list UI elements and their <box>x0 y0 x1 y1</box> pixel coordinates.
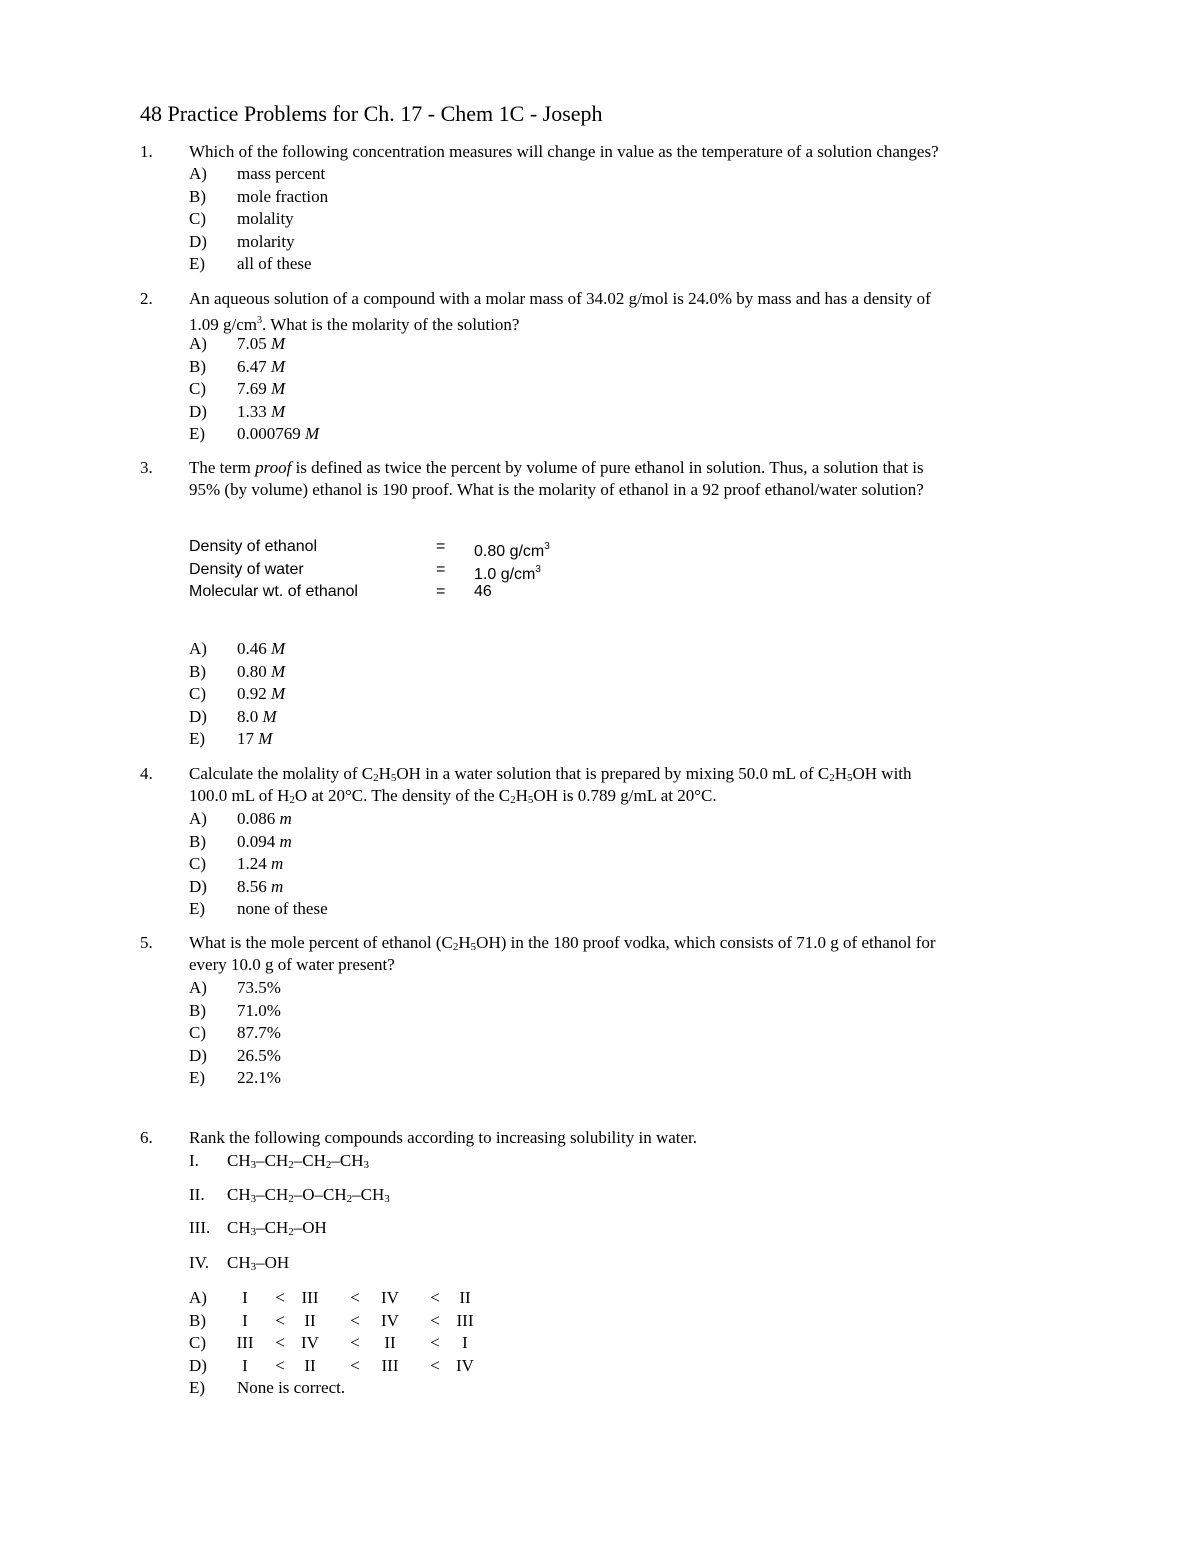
page-title: 48 Practice Problems for Ch. 17 - Chem 1C - Joseph <box>140 101 603 126</box>
question-3-option-letter: E) <box>189 729 206 748</box>
question-2-option-text <box>237 378 285 400</box>
data-table-label: Density of water <box>189 560 304 578</box>
ranking-option-letter: A) <box>189 1288 207 1307</box>
q4-line-1-subscript: 2 <box>829 772 835 784</box>
option-value: 0.80 <box>237 661 271 681</box>
formula-text: CH <box>227 1218 251 1237</box>
compound-numeral: I. <box>189 1151 199 1170</box>
formula-subscript: 3 <box>250 1193 257 1205</box>
q4-line-2-text: H <box>515 786 528 805</box>
data-table-value-text: 1.0 g/cm <box>474 565 536 583</box>
question-1-option-text: all of these <box>237 254 312 273</box>
ranking-option-letter: D) <box>189 1355 207 1375</box>
formula-text: CH <box>227 1185 251 1204</box>
question-1-option-letter: C) <box>189 209 206 228</box>
ranking-compound: I <box>242 1355 248 1375</box>
q5-line-1-text: What is the mole percent of ethanol (C <box>189 933 453 952</box>
ranking-compound: II <box>304 1310 316 1330</box>
q5-line-1-subscript: 2 <box>452 941 459 953</box>
ranking-less-than: < <box>275 1288 285 1307</box>
option-value: 1.33 <box>237 401 271 421</box>
option-value: 17 <box>237 729 259 748</box>
ranking-compound: II <box>459 1288 471 1307</box>
ranking-compound: IV <box>301 1333 319 1352</box>
question-5-option-letter: A) <box>189 978 207 997</box>
option-unit: M <box>271 401 286 421</box>
compound-formula <box>227 1252 289 1274</box>
question-2-option-text <box>237 423 319 445</box>
question-1-option-letter: E) <box>189 254 206 273</box>
ranking-compound: I <box>242 1288 248 1307</box>
question-4-option-letter: A) <box>189 809 207 828</box>
data-table-equals: = <box>436 560 446 578</box>
q4-line-1-subscript: 5 <box>846 772 853 784</box>
ranking-less-than: < <box>275 1310 285 1330</box>
question-2-option-letter: B) <box>189 356 206 376</box>
question-4-option-e-text: none of these <box>237 899 328 918</box>
question-5-option-text: 73.5% <box>237 978 281 997</box>
question-1-option-text: mass percent <box>237 164 326 183</box>
q3-term-proof: proof <box>255 458 292 477</box>
question-4-option-letter: D) <box>189 876 207 896</box>
ranking-compound: II <box>384 1333 396 1352</box>
formula-text: –CH <box>331 1151 364 1170</box>
question-1-option-letter: B) <box>189 186 206 206</box>
question-4-option-e-letter: E) <box>189 899 206 918</box>
ranking-less-than: < <box>430 1288 440 1307</box>
question-6-number: 6. <box>140 1128 153 1147</box>
q2-density-exponent: 3 <box>257 315 262 326</box>
formula-text: –CH <box>293 1151 326 1170</box>
q2-question-text: . What is the molarity of the solution? <box>262 315 520 334</box>
q4-line-2-subscript: 2 <box>289 794 295 806</box>
question-2-line-1: An aqueous solution of a compound with a molar mass of 34.02 g/mol is 24.0% by mass and has a density of <box>189 289 931 308</box>
option-value: 7.05 <box>237 334 271 353</box>
option-unit: M <box>271 639 286 658</box>
q4-line-1-text: Calculate the molality of C <box>189 764 374 783</box>
formula-text: CH <box>227 1253 251 1272</box>
formula-text: –O–CH <box>293 1185 347 1204</box>
question-1-text: Which of the following concentration measures will change in value as the temperature of a solution changes? <box>189 142 939 161</box>
formula-subscript: 2 <box>288 1193 294 1205</box>
ranking-compound: IV <box>381 1288 399 1307</box>
question-1-option-letter: A) <box>189 164 207 183</box>
q4-line-1-text: OH with <box>852 764 912 783</box>
question-3-option-letter: D) <box>189 706 207 726</box>
question-1-option-text: molarity <box>237 231 295 251</box>
question-3-option-text <box>237 683 285 705</box>
option-value: 0.92 <box>237 684 271 703</box>
formula-subscript: 3 <box>250 1226 257 1238</box>
formula-subscript: 2 <box>288 1159 294 1171</box>
compound-formula <box>227 1184 390 1206</box>
question-1-option-letter: D) <box>189 231 207 251</box>
compound-numeral: IV. <box>189 1253 209 1272</box>
formula-text: CH <box>227 1151 251 1170</box>
ranking-compound: I <box>462 1333 468 1352</box>
option-value: 1.24 <box>237 854 271 873</box>
option-unit: m <box>271 854 284 873</box>
ranking-compound: III <box>381 1355 399 1375</box>
q4-line-1-subscript: 2 <box>373 772 379 784</box>
data-table-equals: = <box>436 583 446 600</box>
option-unit: M <box>305 424 320 443</box>
q5-line-1-subscript: 5 <box>470 941 477 953</box>
option-value: 0.094 <box>237 831 280 851</box>
question-3-option-text <box>237 728 272 750</box>
question-3-option-letter: A) <box>189 639 207 658</box>
question-5-option-letter: C) <box>189 1023 206 1042</box>
ranking-less-than: < <box>430 1355 440 1375</box>
option-value: 8.0 <box>237 706 263 726</box>
question-2-option-text <box>237 401 285 423</box>
question-5-option-text: 26.5% <box>237 1045 281 1065</box>
ranking-compound: II <box>304 1355 316 1375</box>
formula-subscript: 2 <box>346 1193 353 1205</box>
question-5-option-letter: B) <box>189 1000 206 1020</box>
ranking-less-than: < <box>275 1333 285 1352</box>
q3-text-b: is defined as twice the percent by volume of pure ethanol in solution. Thus, a solution that is <box>291 458 924 477</box>
ranking-less-than: < <box>275 1355 285 1375</box>
formula-subscript: 3 <box>363 1159 369 1171</box>
option-value: 6.47 <box>237 356 271 376</box>
question-3-line-2: 95% (by volume) ethanol is 190 proof. What is the molarity of ethanol in a 92 proof ethanol/water solution? <box>189 480 924 499</box>
option-value: 0.46 <box>237 639 271 658</box>
option-unit: M <box>271 356 286 376</box>
compound-formula <box>227 1150 369 1172</box>
question-4-option-text <box>237 853 283 875</box>
formula-text: –CH <box>256 1218 289 1237</box>
question-5-option-text: 71.0% <box>237 1000 281 1020</box>
ranking-less-than: < <box>350 1355 360 1375</box>
question-3-option-text <box>237 638 285 660</box>
data-table-equals: = <box>436 538 446 555</box>
q4-line-2-text: 100.0 mL of H <box>189 786 290 805</box>
data-table-value-text: 46 <box>474 583 492 600</box>
option-unit: M <box>262 706 277 726</box>
question-5-line-2: every 10.0 g of water present? <box>189 955 395 974</box>
ranking-compound: I <box>242 1310 248 1330</box>
option-unit: m <box>279 831 292 851</box>
ranking-option-letter: C) <box>189 1333 206 1352</box>
question-4-option-letter: B) <box>189 831 206 851</box>
q4-line-1-text: OH in a water solution that is prepared by mixing 50.0 mL of C <box>396 764 830 783</box>
question-5-option-text: 22.1% <box>237 1068 281 1087</box>
q3-text-a: The term <box>189 458 256 477</box>
data-table-label: Molecular wt. of ethanol <box>189 583 358 600</box>
question-2-option-letter: D) <box>189 401 207 421</box>
formula-text: –CH <box>256 1151 289 1170</box>
q4-line-1-subscript: 5 <box>390 772 397 784</box>
compound-formula <box>227 1217 327 1239</box>
option-unit: M <box>271 379 286 398</box>
ranking-less-than: < <box>350 1288 360 1307</box>
data-table-label: Density of ethanol <box>189 538 318 555</box>
formula-subscript: 3 <box>250 1261 257 1273</box>
question-5-line-1 <box>189 932 936 954</box>
ranking-compound: IV <box>381 1310 399 1330</box>
data-table-value-exponent: 3 <box>544 541 550 552</box>
q4-line-1-text: H <box>834 764 847 783</box>
question-4-option-text <box>237 808 292 830</box>
option-unit: M <box>271 334 286 353</box>
option-unit: M <box>271 684 286 703</box>
question-2-option-letter: A) <box>189 334 207 353</box>
q4-line-2-subscript: 2 <box>510 794 516 806</box>
question-4-number: 4. <box>140 764 153 783</box>
option-unit: M <box>258 729 273 748</box>
question-5-option-letter: E) <box>189 1068 206 1087</box>
question-1-option-text: mole fraction <box>237 186 329 206</box>
question-4-line-2 <box>189 785 717 807</box>
q5-line-1-text: H <box>458 933 471 952</box>
question-4-line-1 <box>189 763 912 785</box>
q2-density-text: 1.09 g/cm <box>189 315 257 334</box>
compound-numeral: II. <box>189 1185 205 1204</box>
option-value: 0.000769 <box>237 424 305 443</box>
compound-numeral: III. <box>189 1218 211 1237</box>
ranking-compound: III <box>456 1310 474 1330</box>
ranking-less-than: < <box>430 1310 440 1330</box>
question-4-option-letter: C) <box>189 854 206 873</box>
option-unit: m <box>271 876 284 896</box>
option-unit: m <box>279 809 292 828</box>
question-2-number: 2. <box>140 289 153 308</box>
q4-line-2-subscript: 5 <box>527 794 534 806</box>
formula-subscript: 3 <box>384 1193 390 1205</box>
question-2-option-text <box>237 356 285 378</box>
formula-subscript: 3 <box>250 1159 257 1171</box>
formula-text: –OH <box>256 1253 290 1272</box>
ranking-less-than: < <box>350 1333 360 1352</box>
question-5-number: 5. <box>140 933 153 952</box>
option-value: 8.56 <box>237 876 271 896</box>
q4-line-2-text: O at 20°C. The density of the C <box>294 786 511 805</box>
formula-text: –CH <box>352 1185 385 1204</box>
ranking-option-letter: B) <box>189 1310 206 1330</box>
question-6-option-e-text: None is correct. <box>237 1378 346 1397</box>
formula-subscript: 2 <box>288 1226 294 1238</box>
question-3-option-text <box>237 661 285 683</box>
q4-line-1-text: H <box>378 764 391 783</box>
option-unit: M <box>271 661 286 681</box>
question-4-option-text <box>237 876 283 898</box>
data-table-value-text: 0.80 g/cm <box>474 543 545 560</box>
formula-text: –CH <box>256 1185 289 1204</box>
question-3-number: 3. <box>140 458 153 477</box>
question-1-number: 1. <box>140 142 153 161</box>
question-5-option-text: 87.7% <box>237 1023 281 1042</box>
option-value: 7.69 <box>237 379 271 398</box>
question-4-option-text <box>237 831 292 853</box>
question-2-option-letter: C) <box>189 379 206 398</box>
ranking-compound: IV <box>456 1355 474 1375</box>
ranking-compound: III <box>236 1333 254 1352</box>
q4-line-2-text: OH is 0.789 g/mL at 20°C. <box>533 786 717 805</box>
question-6-option-e-letter: E) <box>189 1378 206 1397</box>
option-value: 0.086 <box>237 809 280 828</box>
question-3-option-letter: B) <box>189 661 206 681</box>
question-3-option-text <box>237 706 277 728</box>
data-table-value-exponent: 3 <box>535 563 541 575</box>
formula-subscript: 2 <box>325 1159 332 1171</box>
question-2-option-text <box>237 333 285 355</box>
ranking-less-than: < <box>350 1310 360 1330</box>
formula-text: –OH <box>293 1218 327 1237</box>
question-5-option-letter: D) <box>189 1045 207 1065</box>
question-3-option-letter: C) <box>189 684 206 703</box>
question-6-text: Rank the following compounds according to increasing solubility in water. <box>189 1128 698 1147</box>
data-table-value <box>474 581 492 603</box>
question-1-option-text: molality <box>237 209 294 228</box>
ranking-less-than: < <box>430 1333 440 1352</box>
question-3-line-1 <box>189 457 924 479</box>
ranking-compound: III <box>301 1288 319 1307</box>
q5-line-1-text: OH) in the 180 proof vodka, which consists of 71.0 g of ethanol for <box>476 933 936 952</box>
question-2-option-letter: E) <box>189 424 206 443</box>
